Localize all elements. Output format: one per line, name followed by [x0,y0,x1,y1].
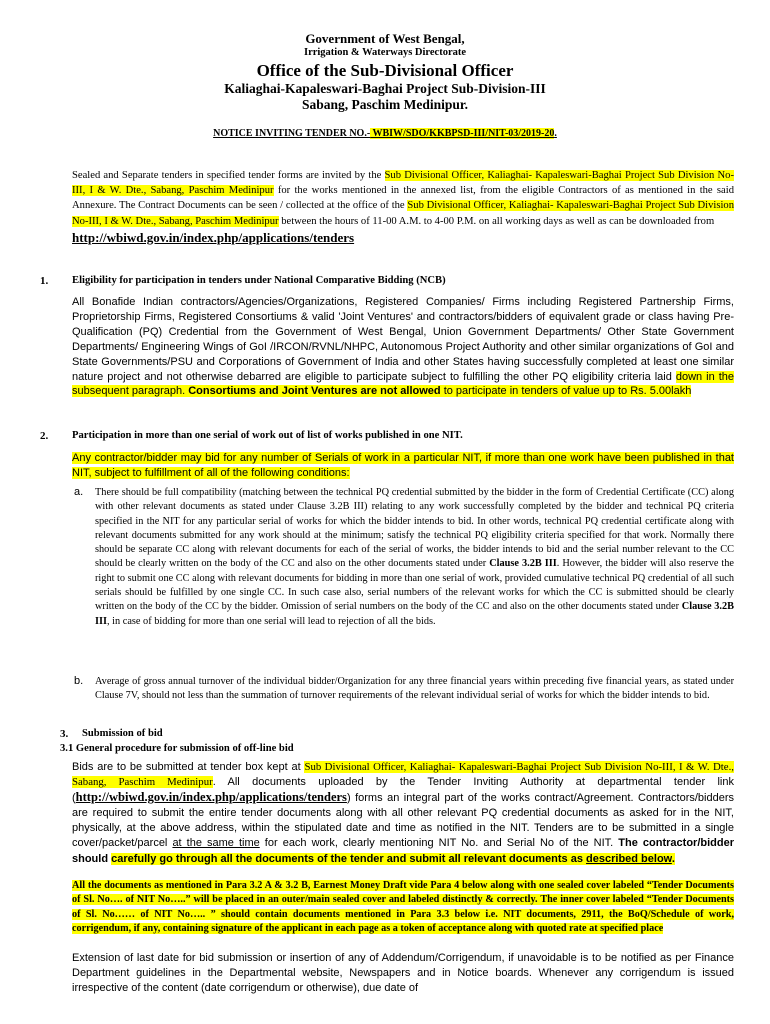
section-2-body [72,451,734,481]
location-name: Sabang, Paschim Medinipur. [301,97,469,112]
s31-text-4: for each work, clearly mentioning NIT No. and Serial No of the NIT. [259,837,614,850]
s31-described-below: described below [586,852,672,865]
item-a-clause-1: Clause 3.2B III [489,558,557,570]
notice-suffix: . [554,128,557,139]
s31-documents-text: All the documents as mentioned in Para 3.2 A & 3.2 B, Earnest Money Draft vide Para 4 below along with one sealed cover labeled “Tender Documents of Sl. No…. of NIT No…..” will be placed in an outer/main sealed cover and labeled distinctly & correctly. The inner cover labeled “Tender Documents of Sl. No…… of NIT No….. ” should contain documents mentioned in Para 3.3 below i.e. NIT documents, 2911, the BoQ/Schedule of work, corrigendum, if any, containing signature of the applicant in each page as a token of acceptance along with quoted rate at specified place [72,880,734,935]
section-1-consortium-note: Consortiums and Joint Ventures are not allowed [188,385,441,398]
item-a-text-3: , in case of bidding for more than one serial will lead to rejection of all the bids. [107,615,436,627]
section-2-number: 2. [40,430,49,442]
item-b-text: Average of gross annual turnover of the individual bidder/Organization for any three financial years within preceding five financial years, as stated under Clause 7V, should not less than the summation of turnover requirements of the relevant individual serial of works for which the bidder intends to bid. [95,676,734,702]
s31-text-3: ) forms an integral part of the works contract/Agreement. Contractors/bidders are required to submit the entire tender documents along with all other relevant PQ credential documents as asked for in the NIT, physically, at the above address, within the stipulated date and time as notified in the NIT. Tenders are to be submitted in a single cover/packet/parcel [72,792,734,850]
notice-code: WBIW/SDO/KKBPSD-III/NIT-03/2019-20 [370,128,555,139]
section-1-value-note: to participate in tenders of value up to Rs. 5.00lakh [440,385,692,398]
section-3-1-body [72,760,734,867]
s31-text-5: The contractor/bidder should [72,837,734,865]
intro-office-2: Sub Divisional Officer, Kaliaghai- Kapaleswari-Baghai Project Sub Division No-III, I & W. Dte., Sabang, Paschim Medinipur [72,200,734,227]
subdivision-name: Kaliaghai-Kapaleswari-Baghai Project Sub-Division-III [224,81,546,96]
s31-tenders-link[interactable]: http://wbiwd.gov.in/index.php/applications/tenders [75,790,347,805]
section-2-title: Participation in more than one serial of work out of list of works published in one NIT. [72,430,463,441]
section-2-conditions: Any contractor/bidder may bid for any number of Serials of work in a particular NIT, if more than one work have been published in that NIT, subject to fulfillment of all of the following conditions: [72,452,734,479]
s31-text-1: Bids are to be submitted at tender box kept at [72,761,305,773]
intro-text-1: Sealed and Separate tenders in specified tender forms are invited by the [72,170,385,181]
intro-paragraph [72,168,734,247]
section-1-body [72,295,734,399]
section-3-number: 3. [60,728,69,740]
section-1-text-hl: down in the subsequent paragraph. [72,370,734,398]
notice-number [0,128,770,139]
section-1-text: All Bonafide Indian contractors/Agencies/Organizations, Registered Companies/ Firms including Registered Partnership Firms, Proprietorship Firms, Registered Consortiums & valid 'Joint Ventures' and contractors/bidders of equivalent grade or class having Pre-Qualification (PQ) Credential from the Government of West Bengal, Union Government Departments/ Other State Government Departments/ Engineering Wings of GoI /IRCON/RVNL/NHPC, Autonomous Project Authority and other similar organizations of GoI and State Governments/PSU and Corporations of Government of India and other States having successfully completed at least one similar nature project and not otherwise debarred are eligible to participate subject to fulfilling the other PQ eligibility criteria laid [72,296,734,383]
directorate-name: Irrigation & Waterways Directorate [303,47,467,58]
item-a-clause-2: Clause 3.2B III [95,601,734,627]
s31-careful-note: carefully go through all the documents of the tender and submit all relevant documents as [111,852,587,865]
section-3-1-title: 3.1 General procedure for submission of off-line bid [60,743,294,754]
section-1-number: 1. [40,275,49,287]
section-3-1-documents-note [72,879,734,937]
item-a-text-1: There should be full compatibility (matching between the technical PQ credential submitted by the bidder in the form of Credential Certificate (CC) along with other relevant documents as stated under Clause 3.2B III) relating to any work successfully completed by the bidder and technical PQ criteria specified in the NIT for any particular serial of works for which the bidder intends to bid. In other words, technical PQ credential certificate along with relevant documents submitted for any work should at the minimum; satisfy the technical PQ eligibility criteria specified for that work. Normally there should be separate CC along with relevant documents for each of the serial of works, the bidder intends to bid and the serial number relevant to the CC should be clearly written on the body of the CC and also on the other documents stated under [95,487,734,570]
intro-text-2: for the works mentioned in the annexed list, from the eligible Contractors of as mentioned in the said Annexure. The Contract Documents can be seen / collected at the office of the [72,185,734,212]
s31-same-time: at the same time [172,837,260,850]
item-a-text [95,486,734,629]
item-b-label: b. [74,675,84,687]
item-a-text-2: . However, the bidder will also reserve the right to submit one CC along with relevant documents for bidding in more than one serial of work, provided cumulative technical PQ credential of all such serials should be fulfilled by one single CC. In such case also, serial numbers of the relevant works for which the CC is submitted should be clearly written on the body of the CC by the bidder. Omission of serial numbers on the body of the CC and also on the other documents stated under [95,558,734,613]
intro-office-1: Sub Divisional Officer, Kaliaghai- Kapaleswari-Baghai Project Sub Division No-III, I & W. Dte., Sabang, Paschim Medinipur [72,170,734,197]
notice-prefix: NOTICE INVITING TENDER NO.- [213,128,371,139]
tenders-link[interactable]: http://wbiwd.gov.in/index.php/applications/tenders [72,229,355,245]
section-3-1-extension: Extension of last date for bid submission or insertion of any of Addendum/Corrigendum, if unavoidable is to be notified as per Finance Department guidelines in the Departmental website, Newspapers and in Notice boards. Whenever any corrigendum is issued irrespective of the content (date corrigendum or otherwise), due date of [72,952,734,995]
section-3-title: Submission of bid [82,728,163,739]
section-1-title: Eligibility for participation in tenders under National Comparative Bidding (NCB) [72,275,446,286]
govt-title: Government of West Bengal, [305,31,465,46]
intro-text-3: between the hours of 11-00 A.M. to 4-00 P.M. on all working days as well as can be downloaded from [278,215,715,227]
s31-text-2: . All documents uploaded by the Tender Inviting Authority at departmental tender link ( [72,776,734,805]
s31-period: . [671,852,675,865]
s31-office: Sub Divisional Officer, Kaliaghai- Kapaleswari-Baghai Project Sub Division No-III, I & W. Dte., Sabang, Paschim Medinipur [72,761,734,789]
office-title: Office of the Sub-Divisional Officer [256,61,514,80]
item-a-label: a. [74,486,84,498]
